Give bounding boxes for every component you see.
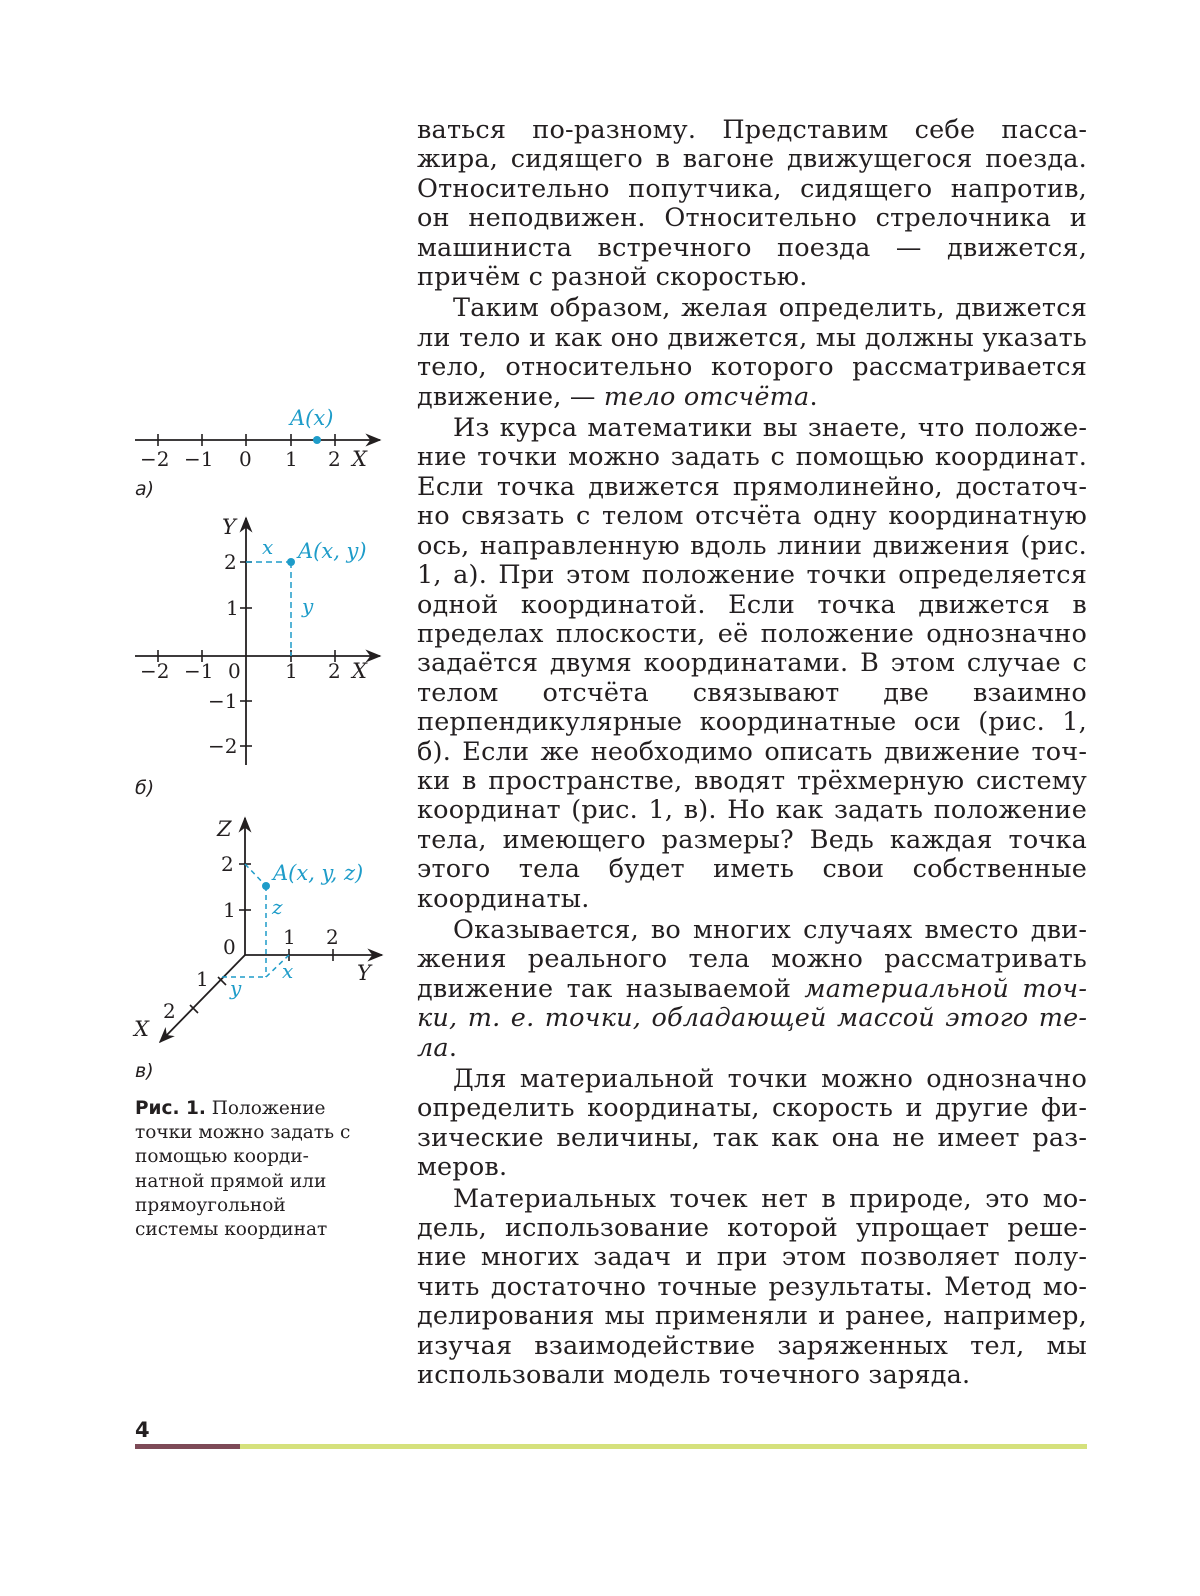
fig-b-x-tick-label: 0 bbox=[228, 659, 241, 683]
main-text bbox=[417, 116, 1087, 1390]
fig-b-point bbox=[287, 558, 295, 566]
fig-a-tick-label: 1 bbox=[285, 447, 298, 471]
fig-b-axis-y-label: Y bbox=[222, 515, 236, 539]
fig-c-proj-y-label: y bbox=[230, 976, 242, 1000]
fig-c-point-label: A(x, y, z) bbox=[273, 861, 364, 885]
fig-c-proj-x-label: x bbox=[282, 959, 294, 983]
fig-b-axis-x-label: X bbox=[352, 659, 367, 683]
fig-c-y-tick-label: 1 bbox=[283, 925, 296, 949]
paragraph-1: ваться по-разному. Представим себе пассажира, сидящего в вагоне движущегося поезда. Относительно попутчика, сидящего напротив, он неподвижен. Относительно стрелочника и машиниста встречного поезда — движется, причём с разной скоростью. bbox=[417, 115, 1087, 293]
figure-coordinate-systems bbox=[0, 0, 400, 1100]
fig-c-x-tick-label: 1 bbox=[196, 967, 209, 991]
footer-bar-light bbox=[240, 1444, 1087, 1449]
figure-a bbox=[135, 406, 380, 471]
fig-c-point bbox=[262, 882, 270, 890]
fig-a-tick-label: 0 bbox=[239, 447, 252, 471]
figure-a-sublabel: а) bbox=[135, 478, 155, 500]
paragraph-6: Материальных точек нет в природе, это модель, использование которой упрощает решение многих задач и при этом позволяет получить достаточно точные результаты. Метод моделирования мы применяли и ранее, например, изучая взаимодействие заряженных тел, мы использовали модель точечного заряда. bbox=[417, 1183, 1087, 1391]
figure-caption-label: Рис. 1. bbox=[135, 1098, 206, 1119]
figure-b bbox=[135, 515, 380, 765]
fig-c-z-tick-label: 2 bbox=[221, 852, 234, 876]
fig-a-tick-label: −2 bbox=[140, 447, 170, 471]
fig-b-proj-y-label: y bbox=[302, 594, 314, 618]
figure-c bbox=[132, 817, 382, 1042]
paragraph-4-end: . bbox=[448, 1032, 458, 1063]
fig-c-proj-z-label: z bbox=[272, 895, 283, 919]
fig-a-tick-label: 2 bbox=[328, 447, 341, 471]
paragraph-5: Для материальной точки можно однозначно определить координаты, скорость и другие физические величины, так как она не имеет размеров. bbox=[417, 1064, 1087, 1183]
fig-b-point-label: A(x, y) bbox=[298, 539, 367, 563]
footer-bar-dark bbox=[135, 1444, 240, 1449]
fig-b-proj-x-label: x bbox=[262, 535, 274, 559]
fig-c-axis-x-label: X bbox=[134, 1017, 149, 1041]
fig-c-y-tick-label: 2 bbox=[326, 925, 339, 949]
fig-c-z-tick-label: 0 bbox=[223, 935, 236, 959]
page-number: 4 bbox=[135, 1418, 150, 1442]
fig-b-y-tick-label: 2 bbox=[224, 550, 237, 574]
paragraph-2 bbox=[417, 294, 1087, 412]
fig-c-x-tick-label: 2 bbox=[163, 999, 176, 1023]
fig-a-axis-x-label: X bbox=[352, 447, 367, 471]
fig-b-y-tick-label: 1 bbox=[226, 596, 239, 620]
fig-b-x-tick-label: 1 bbox=[285, 659, 298, 683]
fig-c-z-tick-label: 1 bbox=[223, 898, 236, 922]
fig-b-x-tick-label: 2 bbox=[328, 659, 341, 683]
paragraph-2-text: Таким образом, желая определить, движется ли тело и как оно движется, мы должны указать тело, относительно которого рассматривается движение, — bbox=[417, 293, 1087, 412]
paragraph-3: Из курса математики вы знаете, что положение точки можно задать с помощью координат. Если точка движется прямолинейно, достаточно связать с телом отсчёта одну координатную ось, направленную вдоль линии движения (рис. 1, а). При этом положение точки определяется одной координатой. Если точка движется в пределах плоскости, её положение однозначно задаётся двумя координатами. В этом случае с телом отсчёта связывают две взаимно перпендикулярные координатные оси (рис. 1, б). Если же необходимо описать движение точки в пространстве, вводят трёхмерную систему координат (рис. 1, в). Но как задать положение тела, имеющего размеры? Ведь каждая точка этого тела будет иметь свои собственные координаты. bbox=[417, 413, 1087, 914]
paragraph-2-term: тело отсчёта bbox=[603, 381, 810, 412]
fig-b-x-tick-label: −1 bbox=[184, 659, 214, 683]
paragraph-2-end: . bbox=[809, 381, 818, 412]
figure-c-sublabel: в) bbox=[135, 1060, 154, 1082]
paragraph-4-term: материальной точки, т. е. точки, обладающей массой этого тела bbox=[417, 973, 1087, 1063]
fig-c-axis-y-label: Y bbox=[357, 961, 371, 985]
figure-caption bbox=[135, 1097, 370, 1242]
fig-b-x-tick-label: −2 bbox=[140, 659, 170, 683]
fig-b-y-tick-label: −1 bbox=[208, 689, 238, 713]
paragraph-4 bbox=[417, 916, 1087, 1063]
figure-caption-text: Положение точки можно задать с помощью координатной прямой или прямоугольной системы координат bbox=[135, 1098, 351, 1241]
fig-b-y-tick-label: −2 bbox=[208, 734, 238, 758]
figure-b-sublabel: б) bbox=[135, 777, 155, 799]
fig-a-tick-label: −1 bbox=[184, 447, 214, 471]
fig-c-axis-z-label: Z bbox=[217, 817, 232, 841]
fig-a-point bbox=[313, 436, 321, 444]
paragraph-4-text: Оказывается, во многих случаях вместо движения реального тела можно рассматривать движение так называемой bbox=[417, 914, 1087, 1004]
fig-a-point-label: A(x) bbox=[290, 406, 334, 430]
fig-c-proj-line bbox=[245, 864, 266, 886]
